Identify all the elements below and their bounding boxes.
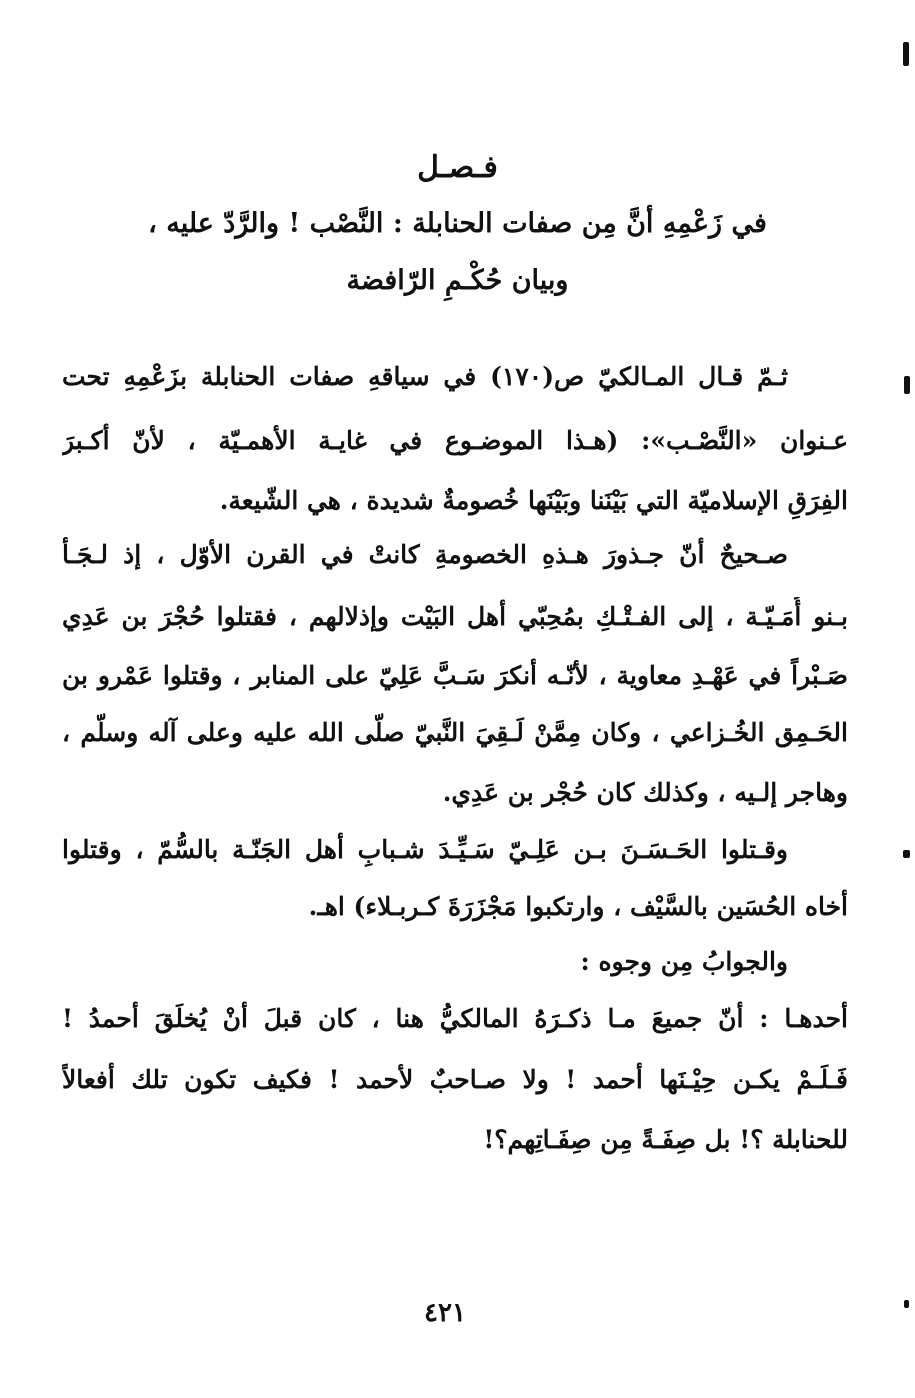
section-subtitle-line-1: في زَعْمِهِ أنَّ مِن صفات الحنابلة : النَّصْب ! والرَّدّ عليه ،	[148, 208, 767, 239]
body-line: صَـبْراً في عَهْـدِ معاوية ، لأنّـه أنكرَ سَـبَّ عَلِيّ على المنابر ، وقتلوا عَمْرو بن	[62, 661, 848, 690]
body-line: وقـتلوا الحَـسَـنَ بـن عَلِـيّ سَـيِّـدَ شـبابِ أهل الجَنّـة بالسُّمّ ، وقتلوا	[62, 835, 788, 864]
body-line: أخاه الحُسَين بالسَّيْف ، وارتكبوا مَجْزَرَةَ كـربـلاء) اهـ.	[308, 892, 848, 921]
body-line: للحنابلة ؟! بل صِفَـةً مِن صِفَـاتِهم؟!	[483, 1125, 848, 1154]
body-line: أحدهـا : أنّ جميعَ مـا ذكـرَهُ المالكيُّ هنا ، كان قبلَ أنْ يُخلَقَ أحمدُ !	[62, 1004, 848, 1033]
scan-edge-mark	[903, 850, 910, 858]
body-line: الحَـمِق الخُـزاعي ، وكان مِمَّنْ لَـقِيَ النَّبيّ صلّى الله عليه وعلى آله وسلّم ،	[62, 718, 848, 747]
body-line: الفِرَقِ الإسلاميّة التي بَيْنَنا وبَيْنَها خُصومةٌ شديدة ، هي الشّيعة.	[219, 486, 848, 515]
body-line: عـنوان «النَّصْـب»: (هـذا الموضـوع في غايـة الأهمـيّة ، لأنّ أكـبرَ	[62, 426, 848, 455]
page-number: ٤٢١	[424, 1298, 466, 1328]
scan-edge-mark	[904, 1300, 909, 1308]
body-line: وهاجر إلـيه ، وكذلك كان حُجْر بن عَدِي.	[442, 778, 848, 807]
section-title: فـصـل	[417, 150, 498, 185]
body-line: فَـلَـمْ يكـن حِيْـنَها أحمد ! ولا صـاحبٌ لأحمد ! فكيف تكون تلك أفعالاً	[62, 1065, 848, 1094]
body-line: والجوابُ مِن وجوه :	[580, 947, 788, 976]
body-line: بـنو أُمَـيّـة ، إلى الفـتْـكِ بمُحِبّي أهل البَيْت وإذلالهم ، فقتلوا حُجْرَ بن عَدِي	[62, 602, 848, 631]
scan-edge-mark	[903, 42, 909, 66]
scan-edge-mark	[904, 376, 910, 394]
body-line: صـحيحٌ أنّ جـذورَ هـذهِ الخصومةِ كانتْ في القرن الأوّل ، إذ لـجَـأ	[62, 540, 788, 569]
section-subtitle-line-2: وبيان حُكْـمِ الرّافضة	[346, 265, 569, 296]
body-line: ثـمّ قـال المـالكيّ ص(١٧٠) في سياقهِ صفات الحنابلة بزَعْمِهِ تحت	[62, 362, 789, 391]
